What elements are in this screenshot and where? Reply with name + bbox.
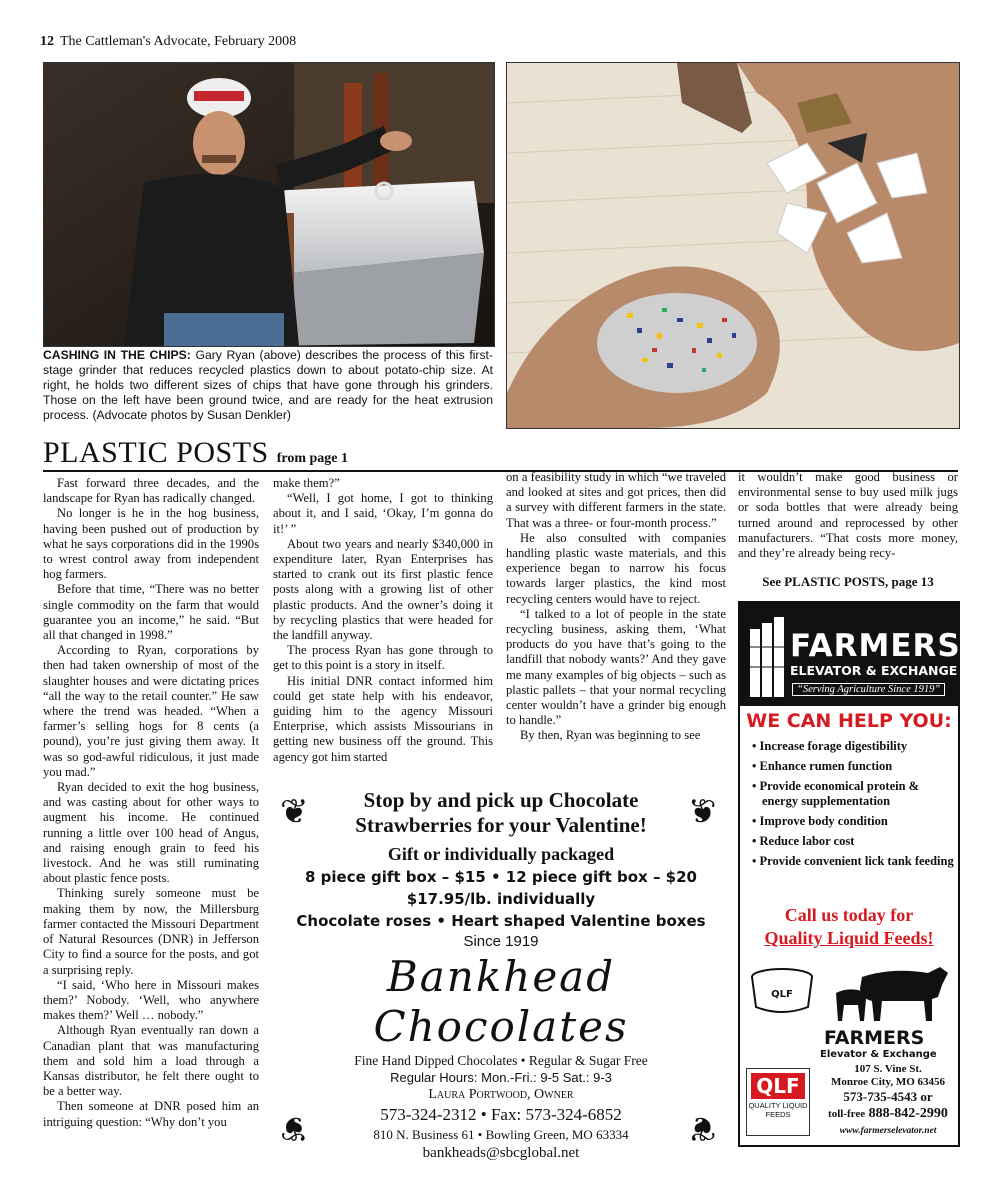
city: Monroe City, MO 63456 bbox=[830, 1076, 946, 1088]
paragraph: According to Ryan, corporations by then had taken ownership of most of the slaughter houses and were dictating prices “all the way to the retail counter.” He saw where the trend was headed. “When a farmer’s selling hogs for 8 cents (a pound), you’re just giving them away. It was so god-awful ridiculous, it just made you mad.” bbox=[43, 643, 259, 779]
paragraph: it wouldn’t make good business or environmental sense to buy used milk jugs or soda bottles that were already being turned around and reprocessed by other manufacturers. “That costs more money, and they’re already being recy- bbox=[738, 470, 958, 561]
ad-brand-logo: Bankhead Chocolates bbox=[373, 952, 629, 1051]
list-item: • Improve body condition bbox=[752, 814, 888, 828]
article-column-4 bbox=[738, 470, 958, 561]
caption-lead: CASHING IN THE CHIPS: bbox=[43, 348, 191, 362]
paragraph: Before that time, “There was no better single commodity on the farm that would guarantee you an income,” he said. “But all that changed in 1998.” bbox=[43, 582, 259, 643]
list-item: • Reduce labor cost bbox=[752, 834, 855, 848]
paragraph: “I talked to a lot of people in the state recycling business, asking them, ‘What products do you have that’s going to the landfill that nobody wants?’ And they gave me many examples of big objects – such as plastic pallets – that your normal recycling center wouldn’t have a grinder big enough to handle.” bbox=[506, 606, 726, 728]
farmers-address bbox=[822, 1063, 954, 1089]
bankhead-chocolates-ad bbox=[278, 788, 724, 1161]
page-number: 12 bbox=[40, 34, 54, 49]
headline-jump-source: from page 1 bbox=[276, 451, 349, 466]
paragraph: Fast forward three decades, and the landscape for Ryan has radically changed. bbox=[43, 476, 259, 506]
farmers-elevator-ad bbox=[738, 601, 960, 1147]
grinder-photo-art bbox=[44, 63, 494, 346]
ad-since: Since 1919 bbox=[463, 933, 539, 950]
ad-headline-line2: Strawberries for your Valentine! bbox=[355, 813, 647, 837]
help-heading: WE CAN HELP YOU: bbox=[746, 710, 952, 732]
paragraph: The process Ryan has gone through to get to this point is a story in itself. bbox=[273, 643, 493, 673]
caption-text: Gary Ryan (above) describes the process of this first-stage grinder that reduces recycled plastics down to about potato-chip size. At right, he holds two different sizes of chips that have gone through his grinders. Those on the left have been ground twice, and are ready for the heat extrusion process. (Advocate photos by Susan Denkler) bbox=[43, 348, 494, 422]
call-to-action bbox=[744, 904, 954, 950]
paragraph: on a feasibility study in which “we traveled and looked at sites and got prices, then did a survey with different farmers in the state. That was a three- or four-month process.” bbox=[506, 470, 726, 530]
list-item: • Provide convenient lick tank feeding bbox=[752, 854, 954, 868]
paragraph: Thinking surely someone must be making them by now, the Millersburg farmer contacted the Missouri Department of Natural Resources (DNR) in Jefferson City to find a source for the posts, and got a surprising reply. bbox=[43, 886, 259, 977]
paragraph: About two years and nearly $340,000 in expenditure later, Ryan Enterprises has started to crank out its first plastic fence posts along with a growing list of other plastic products. And the owner’s doing it by recycling plastics that were headed for the landfill anyway. bbox=[273, 536, 493, 643]
call-line1: Call us today for bbox=[784, 905, 914, 925]
paragraph: Then someone at DNR posed him an intriguing question: “Why don’t you bbox=[43, 1099, 259, 1129]
jump-reference: See PLASTIC POSTS, page 13 bbox=[762, 574, 934, 589]
ad-owner: Laura Portwood, Owner bbox=[428, 1087, 574, 1102]
feed-tank-icon bbox=[748, 965, 816, 1015]
ad-hours: Regular Hours: Mon.-Fri.: 9-5 Sat.: 9-3 bbox=[390, 1070, 612, 1085]
paragraph: No longer is he in the hog business, having been pushed out of production by what he says corporations did in the 1990s to wrest control away from independent hog farmers. bbox=[43, 506, 259, 582]
farmers-tagline: “Serving Agriculture Since 1919” bbox=[792, 683, 945, 696]
ad-items: Chocolate roses • Heart shaped Valentine boxes bbox=[296, 912, 706, 930]
paragraph: Although Ryan eventually ran down a Canadian plant that was manufacturing them and sold him a load through a Kansas distributor, he felt there ought to be a better way. bbox=[43, 1023, 259, 1099]
grain-elevator-icon bbox=[748, 617, 786, 697]
tollfree-label: toll-free bbox=[828, 1108, 866, 1120]
farmers-phone: 573-735-4543 or bbox=[843, 1089, 933, 1104]
paragraph: “I said, ‘Who here in Missouri makes them?’ Nobody. ‘Well, who anywhere makes them?’ Well … nobody.” bbox=[43, 977, 259, 1023]
publication-line: The Cattleman's Advocate, February 2008 bbox=[60, 34, 297, 49]
ad-prices: 8 piece gift box – $15 • 12 piece gift box – $20 bbox=[304, 868, 697, 886]
ad-email: bankheads@sbcglobal.net bbox=[422, 1145, 580, 1161]
farmers-tollfree bbox=[818, 1106, 958, 1122]
flourish-ornament-icon: ❦ bbox=[280, 1109, 309, 1146]
cattle-icon bbox=[832, 959, 952, 1023]
list-item: • Provide economical protein & energy supplementation bbox=[752, 779, 920, 808]
qlf-subtext: QUALITY LIQUID FEEDS bbox=[748, 1101, 808, 1119]
qlf-logo bbox=[746, 1068, 810, 1136]
ad-phones: 573-324-2312 • Fax: 573-324-6852 bbox=[380, 1105, 622, 1124]
list-item: • Increase forage digestibility bbox=[752, 739, 908, 753]
call-line2: Quality Liquid Feeds! bbox=[764, 928, 934, 948]
article-column-2 bbox=[273, 476, 493, 765]
farmers-subname-bottom: Elevator & Exchange bbox=[820, 1049, 937, 1060]
farmers-ad-header bbox=[740, 603, 961, 706]
farmers-website: www.farmerselevator.net bbox=[839, 1126, 937, 1136]
tollfree-number: 888-842-2990 bbox=[868, 1106, 948, 1121]
list-item: • Enhance rumen function bbox=[752, 759, 893, 773]
farmers-name-bottom: FARMERS bbox=[824, 1027, 925, 1049]
paragraph: make them?” bbox=[273, 476, 340, 490]
article-column-1 bbox=[43, 476, 259, 1130]
ad-fine-line: Fine Hand Dipped Chocolates • Regular & Sugar Free bbox=[354, 1053, 648, 1068]
paragraph: Ryan decided to exit the hog business, and was casting about for other ways to augment his income. He continued running a little over 100 head of Angus, and raising enough grain to feed his livestock. And he was still ruminating about plastic fence posts. bbox=[43, 780, 259, 886]
paragraph: He also consulted with companies handling plastic waste materials, and this experience began to narrow his focus towards larger plastics, the kind most recycling centers would have to reject. bbox=[506, 530, 726, 606]
flourish-ornament-icon: ❦ bbox=[688, 1109, 717, 1146]
paragraph: His initial DNR contact informed him could get state help with his endeavor, guiding him to the agency Missouri Enterprise, which assists Missourians in getting new business off the ground. This agency got him started bbox=[273, 673, 493, 764]
ad-per-pound: $17.95/lb. individually bbox=[406, 890, 596, 908]
headline-title: PLASTIC POSTS bbox=[43, 436, 269, 469]
page-folio bbox=[40, 34, 296, 50]
farmers-name: FARMERS bbox=[790, 628, 961, 664]
ad-address: 810 N. Business 61 • Bowling Green, MO 63334 bbox=[373, 1127, 629, 1142]
article-column-3 bbox=[506, 470, 726, 744]
plastic-chips-photo bbox=[506, 62, 960, 429]
street: 107 S. Vine St. bbox=[854, 1063, 922, 1075]
tank-label: QLF bbox=[771, 989, 793, 1000]
qlf-mark: QLF bbox=[751, 1073, 805, 1099]
ad-gift-line: Gift or individually packaged bbox=[387, 844, 615, 864]
ad-headline-line1: Stop by and pick up Chocolate bbox=[363, 788, 639, 812]
paragraph: By then, Ryan was beginning to see bbox=[520, 728, 701, 743]
plastic-chips-photo-art bbox=[507, 63, 959, 428]
benefits-list bbox=[748, 739, 956, 874]
flourish-ornament-icon: ❦ bbox=[280, 794, 309, 831]
photo-caption bbox=[43, 348, 493, 423]
grinder-photo bbox=[43, 62, 495, 347]
farmers-subname: ELEVATOR & EXCHANGE bbox=[790, 663, 958, 678]
flourish-ornament-icon: ❦ bbox=[688, 794, 717, 831]
paragraph: “Well, I got home, I got to thinking about it, and I said, ‘Okay, I’m gonna do it!’ ” bbox=[273, 491, 493, 536]
